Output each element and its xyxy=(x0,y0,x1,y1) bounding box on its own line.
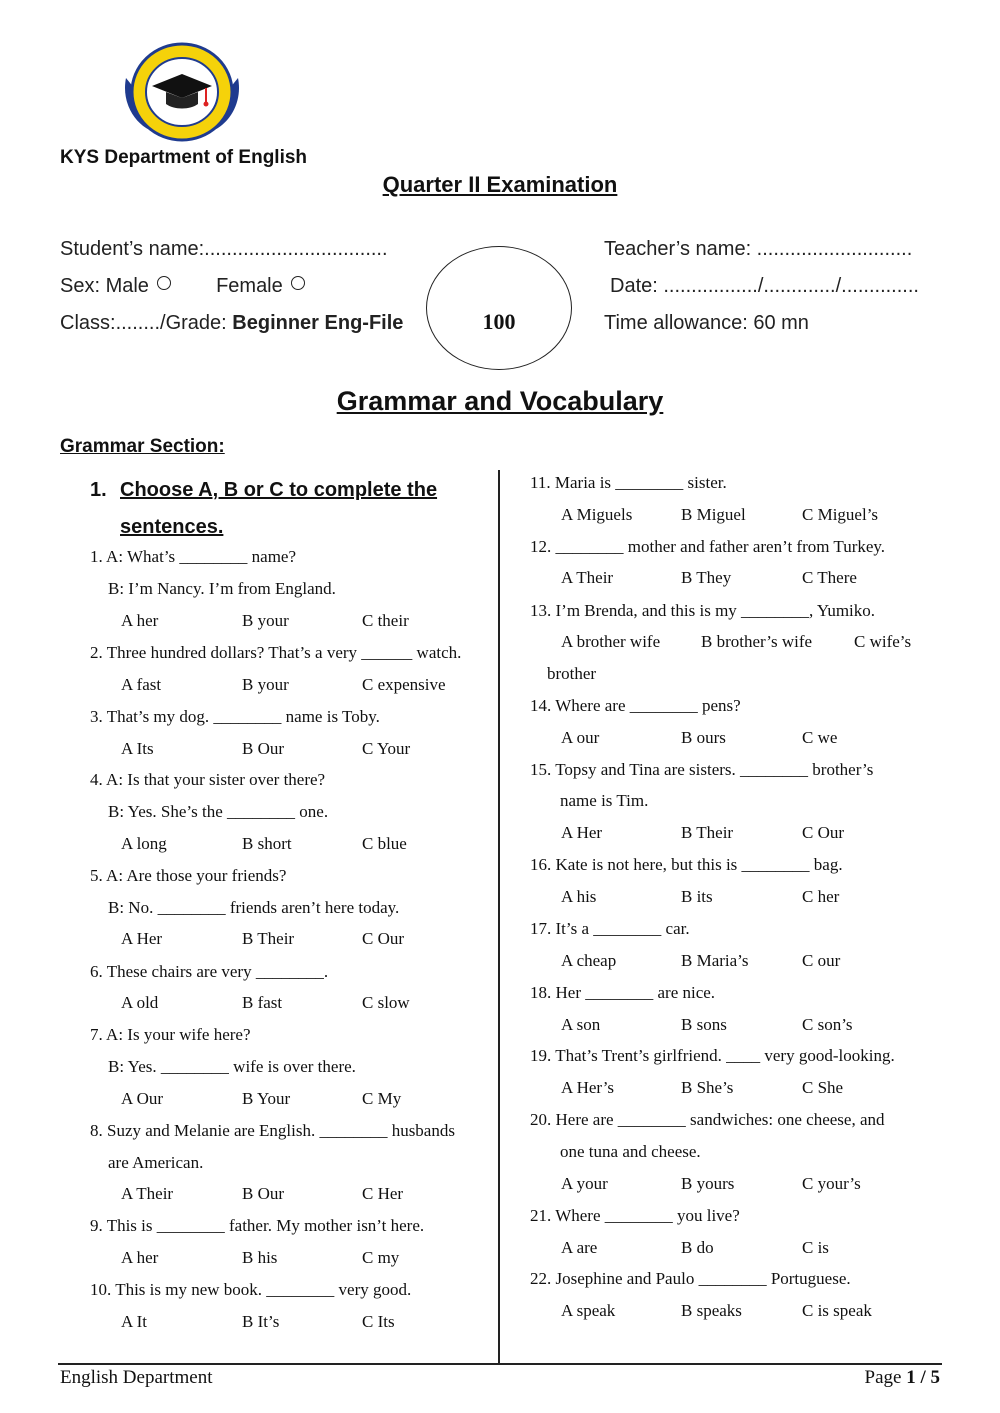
question-13: 13. I’m Brenda, and this is my ________, Yumiko. xyxy=(530,601,876,620)
question-22: 22. Josephine and Paulo ________ Portuguese. xyxy=(530,1269,851,1288)
option-2a[interactable]: A fast xyxy=(121,675,162,694)
option-17a[interactable]: A cheap xyxy=(561,951,617,970)
page-current: 1 xyxy=(906,1367,916,1388)
option-10b[interactable]: B It’s xyxy=(242,1312,280,1331)
footer-department: English Department xyxy=(60,1367,213,1388)
option-6a[interactable]: A old xyxy=(121,993,159,1012)
option-1a[interactable]: A her xyxy=(121,611,159,630)
school-logo xyxy=(122,38,242,148)
question-2: 2. Three hundred dollars? That’s a very ______ watch. xyxy=(90,643,462,662)
instruction-line2: sentences. xyxy=(120,516,224,538)
student-name-field[interactable]: Student’s name:................................. xyxy=(60,238,388,260)
option-1c[interactable]: C their xyxy=(362,611,409,630)
question-21: 21. Where ________ you live? xyxy=(530,1206,740,1225)
option-20b[interactable]: B yours xyxy=(681,1174,735,1193)
option-13b[interactable]: B brother’s wife xyxy=(701,632,813,651)
option-3a[interactable]: A Its xyxy=(121,739,154,758)
option-18c[interactable]: C son’s xyxy=(802,1015,853,1034)
question-20a: 20. Here are ________ sandwiches: one cheese, and xyxy=(530,1110,885,1129)
option-13a[interactable]: A brother wife xyxy=(561,632,661,651)
question-17: 17. It’s a ________ car. xyxy=(530,919,690,938)
option-11b[interactable]: B Miguel xyxy=(681,505,746,524)
page-prefix: Page xyxy=(864,1367,907,1388)
option-3c[interactable]: C Your xyxy=(362,739,411,758)
class-label: Class:......../Grade: xyxy=(60,312,233,334)
question-7b: B: Yes. ________ wife is over there. xyxy=(108,1057,356,1076)
option-14a[interactable]: A our xyxy=(561,728,600,747)
option-6b[interactable]: B fast xyxy=(242,993,283,1012)
question-10: 10. This is my new book. ________ very good. xyxy=(90,1280,412,1299)
option-11c[interactable]: C Miguel’s xyxy=(802,505,879,524)
instruction-line1: Choose A, B or C to complete the xyxy=(120,479,438,501)
sex-female-label: Female xyxy=(216,275,283,297)
option-21a[interactable]: A are xyxy=(561,1238,598,1257)
question-7a: 7. A: Is your wife here? xyxy=(90,1025,251,1044)
option-14b[interactable]: B ours xyxy=(681,728,726,747)
question-1a: 1. A: What’s ________ name? xyxy=(90,547,297,566)
option-16c[interactable]: C her xyxy=(802,887,840,906)
question-13-continuation: brother xyxy=(547,664,597,683)
class-row xyxy=(60,312,403,335)
exam-title: Quarter II Examination xyxy=(382,172,618,197)
option-15b[interactable]: B Their xyxy=(681,823,734,842)
option-3b[interactable]: B Our xyxy=(242,739,285,758)
option-19a[interactable]: A Her’s xyxy=(561,1078,615,1097)
option-5b[interactable]: B Their xyxy=(242,929,295,948)
instruction-number: 1. xyxy=(90,479,107,501)
option-21b[interactable]: B do xyxy=(681,1238,714,1257)
option-8b[interactable]: B Our xyxy=(242,1184,285,1203)
sex-male-label: Sex: Male xyxy=(60,275,149,297)
option-10c[interactable]: C Its xyxy=(362,1312,395,1331)
option-4c[interactable]: C blue xyxy=(362,834,407,853)
option-19b[interactable]: B She’s xyxy=(681,1078,734,1097)
department-name: KYS Department of English xyxy=(60,147,308,168)
option-1b[interactable]: B your xyxy=(242,611,289,630)
page-separator: / xyxy=(915,1367,931,1388)
total-score: 100 xyxy=(482,309,516,334)
footer-rule xyxy=(58,1363,942,1365)
option-16b[interactable]: B its xyxy=(681,887,713,906)
option-7a[interactable]: A Our xyxy=(121,1089,164,1108)
section-title: Grammar and Vocabulary xyxy=(336,386,664,416)
option-18b[interactable]: B sons xyxy=(681,1015,727,1034)
option-21c[interactable]: C is xyxy=(802,1238,829,1257)
option-16a[interactable]: A his xyxy=(561,887,597,906)
option-12c[interactable]: C There xyxy=(802,568,857,587)
option-8c[interactable]: C Her xyxy=(362,1184,404,1203)
teacher-name-field[interactable]: Teacher’s name: ............................ xyxy=(604,238,913,260)
page-number xyxy=(865,1367,940,1389)
option-20c[interactable]: C your’s xyxy=(802,1174,861,1193)
option-15a[interactable]: A Her xyxy=(561,823,603,842)
question-8a: 8. Suzy and Melanie are English. ________ husbands xyxy=(90,1121,455,1140)
question-19: 19. That’s Trent’s girlfriend. ____ very good-looking. xyxy=(530,1046,895,1065)
question-1b: B: I’m Nancy. I’m from England. xyxy=(108,579,336,598)
female-radio[interactable] xyxy=(291,276,305,290)
instruction xyxy=(90,472,490,546)
option-12b[interactable]: B They xyxy=(681,568,732,587)
option-22a[interactable]: A speak xyxy=(561,1301,616,1320)
question-12: 12. ________ mother and father aren’t from Turkey. xyxy=(530,537,886,556)
option-5c[interactable]: C Our xyxy=(362,929,405,948)
question-6: 6. These chairs are very ________. xyxy=(90,962,329,981)
grammar-heading: Grammar Section: xyxy=(60,436,225,457)
option-15c[interactable]: C Our xyxy=(802,823,845,842)
question-5b: B: No. ________ friends aren’t here today. xyxy=(108,898,400,917)
question-20b: one tuna and cheese. xyxy=(560,1142,701,1161)
question-4a: 4. A: Is that your sister over there? xyxy=(90,770,326,789)
option-8a[interactable]: A Their xyxy=(121,1184,174,1203)
question-14: 14. Where are ________ pens? xyxy=(530,696,741,715)
score-circle xyxy=(426,246,572,370)
page-total: 5 xyxy=(930,1367,940,1388)
option-2b[interactable]: B your xyxy=(242,675,289,694)
option-4a[interactable]: A long xyxy=(121,834,167,853)
option-22c[interactable]: C is speak xyxy=(802,1301,872,1320)
option-14c[interactable]: C we xyxy=(802,728,838,747)
option-10a[interactable]: A It xyxy=(121,1312,147,1331)
question-5a: 5. A: Are those your friends? xyxy=(90,866,287,885)
question-8b: are American. xyxy=(108,1153,204,1172)
option-12a[interactable]: A Their xyxy=(561,568,614,587)
option-4b[interactable]: B short xyxy=(242,834,292,853)
option-9a[interactable]: A her xyxy=(121,1248,159,1267)
option-9c[interactable]: C my xyxy=(362,1248,400,1267)
question-9: 9. This is ________ father. My mother isn’t here. xyxy=(90,1216,425,1235)
option-20a[interactable]: A your xyxy=(561,1174,608,1193)
option-2c[interactable]: C expensive xyxy=(362,675,446,694)
option-5a[interactable]: A Her xyxy=(121,929,163,948)
question-15a: 15. Topsy and Tina are sisters. ________ brother’s xyxy=(530,760,874,779)
sex-row xyxy=(60,275,305,298)
option-19c[interactable]: C She xyxy=(802,1078,844,1097)
option-6c[interactable]: C slow xyxy=(362,993,410,1012)
question-15b: name is Tim. xyxy=(560,791,649,810)
option-17b[interactable]: B Maria’s xyxy=(681,951,749,970)
question-3: 3. That’s my dog. ________ name is Toby. xyxy=(90,707,380,726)
male-radio[interactable] xyxy=(157,276,171,290)
question-16: 16. Kate is not here, but this is ________ bag. xyxy=(530,855,843,874)
option-17c[interactable]: C our xyxy=(802,951,841,970)
date-field[interactable]: Date: ................./............./.............. xyxy=(610,275,919,297)
option-7c[interactable]: C My xyxy=(362,1089,402,1108)
question-4b: B: Yes. She’s the ________ one. xyxy=(108,802,329,821)
option-13c[interactable]: C wife’s xyxy=(854,632,912,651)
option-7b[interactable]: B Your xyxy=(242,1089,291,1108)
option-18a[interactable]: A son xyxy=(561,1015,601,1034)
option-22b[interactable]: B speaks xyxy=(681,1301,742,1320)
column-divider xyxy=(498,470,500,1365)
question-11: 11. Maria is ________ sister. xyxy=(530,473,727,492)
option-9b[interactable]: B his xyxy=(242,1248,278,1267)
grade-value: Beginner Eng-File xyxy=(232,312,404,334)
option-11a[interactable]: A Miguels xyxy=(561,505,633,524)
time-allowance: Time allowance: 60 mn xyxy=(604,312,809,334)
question-18: 18. Her ________ are nice. xyxy=(530,983,716,1002)
